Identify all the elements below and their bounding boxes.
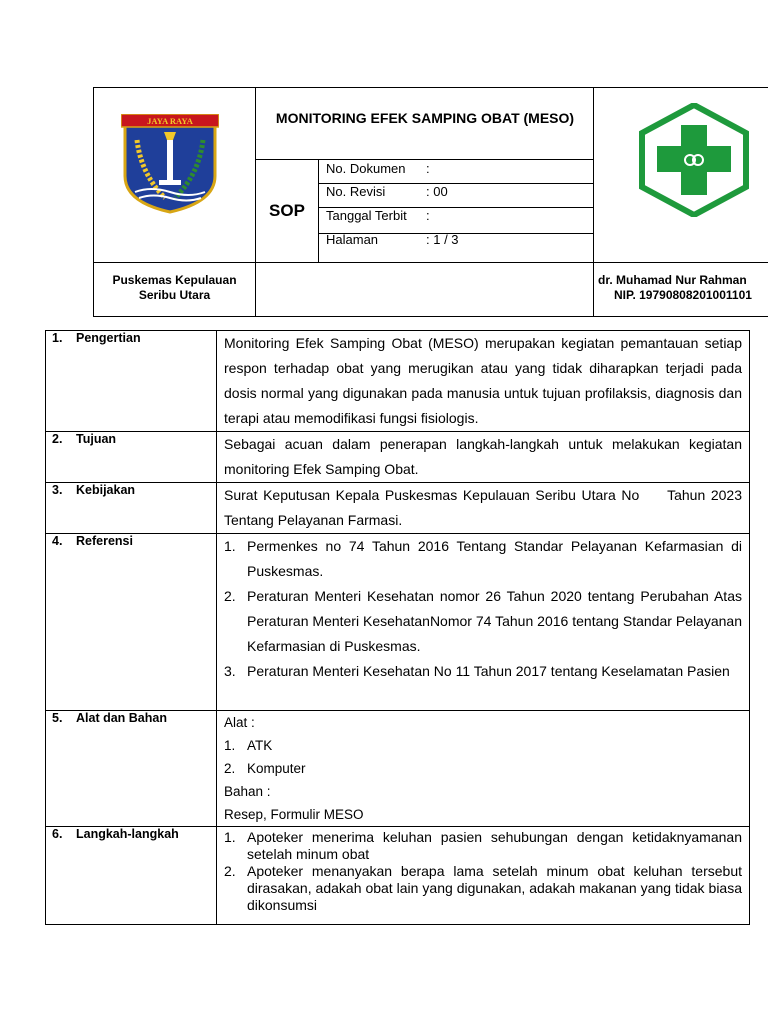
sop-header	[93, 87, 768, 317]
row-referensi	[46, 534, 750, 711]
sop-content-table	[45, 330, 750, 925]
list-item: 2. Apoteker menanyakan berapa lama setelah minum obat keluhan tersebut dirasakan, adakah obat lain yang digunakan, adakah makanan yang tidak biasa dikonsumsi	[224, 863, 742, 913]
dki-jakarta-emblem-logo	[121, 114, 219, 214]
signer-block	[598, 273, 768, 303]
list-item: 1. ATK	[224, 738, 273, 753]
list-item: 2. Peraturan Menteri Kesehatan nomor 26 Tahun 2020 tentang Perubahan Atas Peraturan Menteri KesehatanNomor 74 Tahun 2016 tentang Standar Pelayanan Kefarmasian di Puskesmas.	[224, 588, 742, 654]
sop-label: SOP	[269, 201, 305, 220]
meta-value-no-dokumen: :	[426, 161, 430, 176]
section-content: Monitoring Efek Samping Obat (MESO) merupakan kegiatan pemantauan setiap respon terhadap obat yang merugikan atau yang tidak diharapkan terjadi pada dosis normal yang digunakan pada manusia untuk tujuan profilaksis, diagnosis dan terapi atau memodifikasi fungsi fisiologis.	[217, 331, 750, 432]
list-item: 1. Permenkes no 74 Tahun 2016 Tentang Standar Pelayanan Kefarmasian di Puskesmas.	[224, 538, 742, 579]
meta-label-no-dokumen: No. Dokumen	[326, 161, 406, 176]
bahan-text: Resep, Formulir MESO	[224, 807, 364, 822]
list-item: 1. Apoteker menerima keluhan pasien sehubungan dengan ketidaknyamanan setelah minum obat	[224, 829, 742, 862]
alat-label: Alat :	[224, 715, 255, 730]
section-label: 2. Tujuan	[46, 432, 217, 483]
meta-value-halaman: : 1 / 3	[426, 232, 459, 247]
section-content: Sebagai acuan dalam penerapan langkah-langkah untuk melakukan kegiatan monitoring Efek Samping Obat.	[217, 432, 750, 483]
section-label: 3. Kebijakan	[46, 483, 217, 534]
list-item: 2. Komputer	[224, 761, 306, 776]
section-content	[217, 827, 750, 925]
section-content: Surat Keputusan Kepala Puskesmas Kepulauan Seribu Utara No Tahun 2023 Tentang Pelayanan Farmasi.	[217, 483, 750, 534]
meta-label-no-revisi: No. Revisi	[326, 184, 386, 199]
section-content	[217, 534, 750, 711]
row-alat-dan-bahan	[46, 711, 750, 827]
signer-nip: NIP. 19790808201001101	[614, 288, 752, 302]
row-langkah-langkah	[46, 827, 750, 925]
section-label: 1. Pengertian	[46, 331, 217, 432]
signer-name: dr. Muhamad Nur Rahman	[598, 273, 747, 287]
row-pengertian	[46, 331, 750, 432]
section-content	[217, 711, 750, 827]
row-tujuan	[46, 432, 750, 483]
bahan-label: Bahan :	[224, 784, 271, 799]
list-item: 3. Peraturan Menteri Kesehatan No 11 Tahun 2017 tentang Keselamatan Pasien	[224, 663, 730, 679]
puskesmas-logo	[639, 103, 749, 217]
row-kebijakan	[46, 483, 750, 534]
meta-label-halaman: Halaman	[326, 232, 379, 247]
emblem-ribbon-text: JAYA RAYA	[147, 116, 193, 126]
section-label: 5. Alat dan Bahan	[46, 711, 217, 827]
section-label: 6. Langkah-langkah	[46, 827, 217, 925]
organization-name: Puskemas Kepulauan Seribu Utara	[112, 273, 237, 302]
section-label: 4. Referensi	[46, 534, 217, 711]
meta-label-tanggal-terbit: Tanggal Terbit	[326, 208, 407, 223]
meta-value-tanggal-terbit: :	[426, 208, 430, 223]
document-title: MONITORING EFEK SAMPING OBAT (MESO)	[275, 110, 575, 126]
meta-value-no-revisi: : 00	[426, 184, 448, 199]
